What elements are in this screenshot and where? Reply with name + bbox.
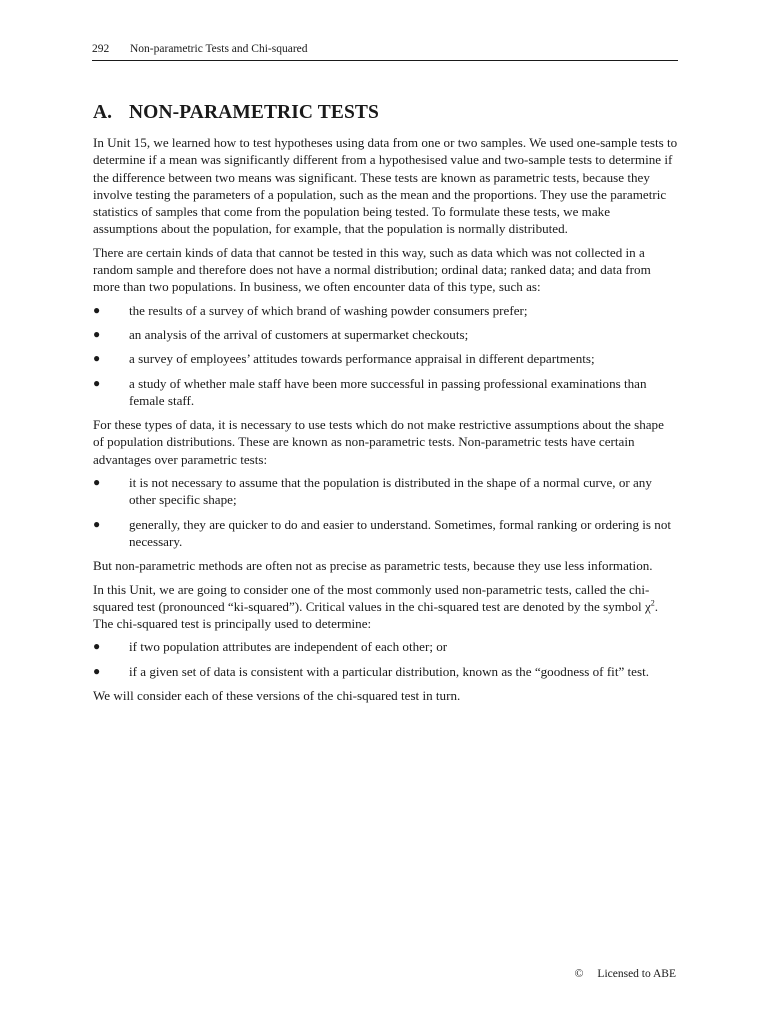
section-title: NON-PARAMETRIC TESTS: [129, 102, 379, 123]
section-letter: A.: [93, 102, 113, 123]
bullet-icon: ●: [93, 516, 101, 531]
list-item: ● it is not necessary to assume that the population is distributed in the shape of a normal curve, or any other specific shape;: [93, 475, 652, 508]
running-header: [92, 41, 678, 57]
page-content: [93, 100, 678, 710]
bullet-icon: ●: [93, 375, 101, 390]
paragraph-precision: But non-parametric methods are often not as precise as parametric tests, because they use less information.: [93, 558, 653, 574]
chi-superscript: 2: [650, 598, 655, 608]
paragraph-non-parametric: For these types of data, it is necessary to use tests which do not make restrictive assumptions about the shape of population distributions. These are known as non-parametric tests. Non-parametric tests have certain advantages over parametric tests:: [93, 417, 664, 467]
list-item: ● a survey of employees’ attitudes towards performance appraisal in different departments;: [93, 351, 595, 367]
list-item: ● an analysis of the arrival of customers at supermarket checkouts;: [93, 326, 469, 342]
chi-symbol: χ: [644, 598, 651, 614]
list-item: ● if a given set of data is consistent with a particular distribution, known as the “goodness of fit” test.: [93, 663, 649, 679]
paragraph-intro: In Unit 15, we learned how to test hypotheses using data from one or two samples. We used one-sample tests to determine if a mean was significantly different from a hypothesised value and two-sample tests to determine if the difference between two means was significant. These tests are known as parametric tests, because they involve testing the parameters of a population, such as the mean and the proportions. They use the parametric statistics of samples that come from the population being tested. To formulate these tests, we make assumptions about the population, for example, that the population is normally distributed.: [93, 135, 678, 237]
examples-list: [93, 302, 678, 409]
list-item: ● if two population attributes are independent of each other; or: [93, 639, 448, 655]
list-item: ● generally, they are quicker to do and easier to understand. Sometimes, formal ranking or ordering is not necessary.: [93, 516, 672, 549]
license-text: Licensed to ABE: [597, 968, 676, 980]
page-footer: [575, 966, 676, 982]
paragraph-chi-squared: In this Unit, we are going to consider one of the most commonly used non-parametric tests, called the chi-squared test (pronounced “ki-squared”). Critical values in the chi-squared test are denoted by the symbol $\chi^2$. The chi-squared test is principally used to determine:: [93, 581, 659, 632]
advantages-list: [93, 474, 678, 550]
bullet-icon: ●: [93, 663, 101, 678]
bullet-icon: ●: [93, 639, 101, 654]
running-title: Non-parametric Tests and Chi-squared: [130, 43, 308, 55]
copyright-icon: ©: [574, 968, 584, 980]
bullet-icon: ●: [93, 302, 101, 317]
header-rule: [92, 60, 678, 61]
bullet-icon: ●: [93, 351, 101, 366]
paragraph-data-types: There are certain kinds of data that cannot be tested in this way, such as data which was not collected in a random sample and therefore does not have a normal distribution; ordinal data; ranked data; and data from more than two populations. In business, we often encounter data of this type, such as:: [93, 244, 651, 295]
list-item: ● the results of a survey of which brand of washing powder consumers prefer;: [93, 302, 528, 318]
list-item: ● a study of whether male staff have been more successful in passing professional examinations than female staff.: [93, 375, 647, 408]
uses-list: [93, 638, 678, 680]
paragraph-closing: We will consider each of these versions of the chi-squared test in turn.: [93, 688, 461, 704]
bullet-icon: ●: [93, 475, 101, 490]
page-number: 292: [92, 43, 110, 55]
bullet-icon: ●: [93, 326, 101, 341]
section-heading: [93, 100, 678, 126]
